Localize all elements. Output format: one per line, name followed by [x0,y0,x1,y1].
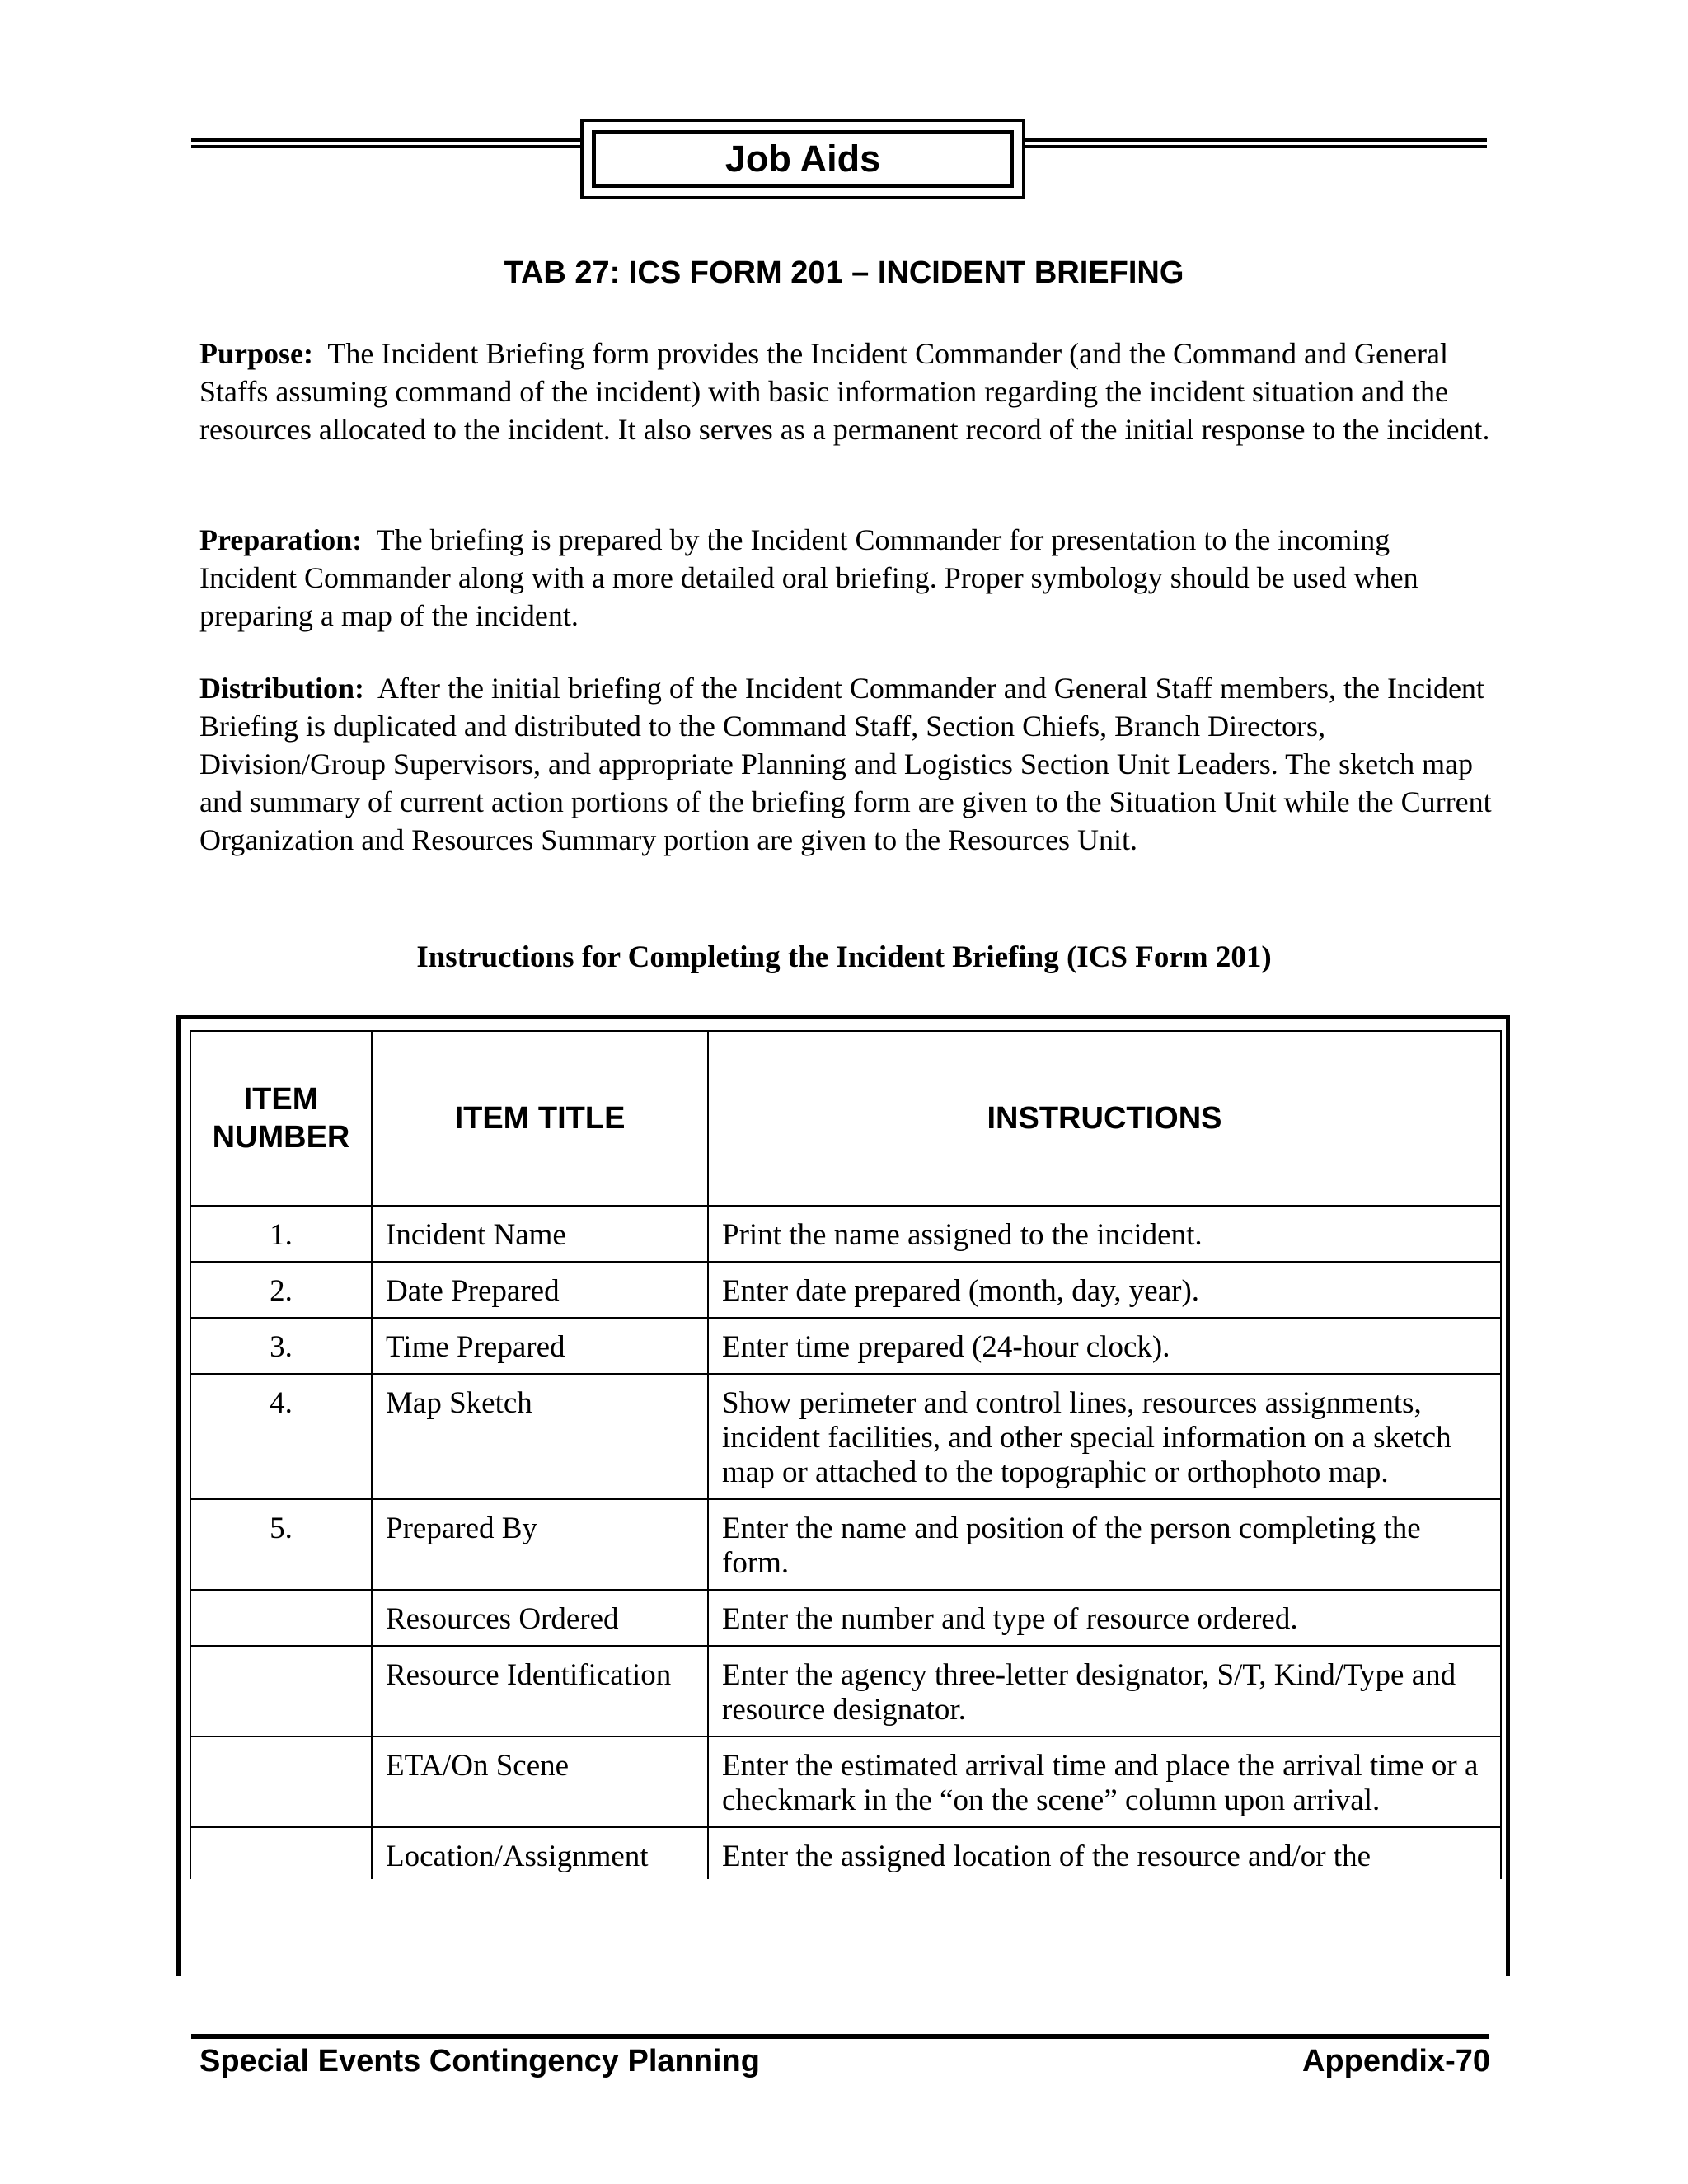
row-title: Prepared By [372,1499,708,1590]
row-title: Resources Ordered [372,1590,708,1646]
row-instructions: Enter the assigned location of the resource and/or the [708,1827,1501,1879]
row-title: Map Sketch [372,1374,708,1499]
table-row [190,1318,1501,1374]
purpose-text: The Incident Briefing form provides the Incident Commander (and the Command and General Staffs assuming command of the incident) with basic information regarding the incident situation and the resources allocated to the incident. It also serves as a permanent record of the initial response to the incident. [199,337,1490,446]
row-instructions: Print the name assigned to the incident. [708,1206,1501,1262]
table-row [190,1827,1501,1879]
instructions-table [190,1030,1502,1879]
header-rule-left [191,138,587,148]
distribution-paragraph [199,669,1493,859]
table-row [190,1646,1501,1736]
row-instructions: Enter time prepared (24-hour clock). [708,1318,1501,1374]
table-row [190,1206,1501,1262]
job-aids-banner [580,119,1025,199]
row-instructions: Enter the name and position of the person completing the form. [708,1499,1501,1590]
page-title: TAB 27: ICS FORM 201 – INCIDENT BRIEFING [504,255,1184,290]
footer-rule [191,2034,1489,2039]
row-number: 3. [190,1318,372,1374]
row-number [190,1827,372,1879]
row-instructions: Enter the number and type of resource ordered. [708,1590,1501,1646]
row-title: Incident Name [372,1206,708,1262]
table-row [190,1499,1501,1590]
purpose-label: Purpose: [199,337,313,370]
header-instructions: INSTRUCTIONS [708,1031,1501,1206]
row-number [190,1736,372,1827]
purpose-paragraph [199,335,1493,448]
row-title: Resource Identification [372,1646,708,1736]
header-item-number: ITEM NUMBER [190,1031,372,1206]
table-row [190,1590,1501,1646]
footer-document-title: Special Events Contingency Planning [199,2044,760,2079]
footer-page-number: Appendix-70 [1301,2044,1490,2079]
preparation-text: The briefing is prepared by the Incident Commander for presentation to the incoming Incident Commander along with a more detailed oral briefing. Proper symbology should be used when preparing a map of the incident. [199,523,1418,632]
preparation-label: Preparation: [199,523,363,556]
header-rule-right [1019,138,1487,148]
row-title: Location/Assignment [372,1827,708,1879]
row-title: ETA/On Scene [372,1736,708,1827]
row-number [190,1646,372,1736]
row-instructions: Enter date prepared (month, day, year). [708,1262,1501,1318]
table-row [190,1374,1501,1499]
table-header-row [190,1031,1501,1206]
table-row [190,1736,1501,1827]
header-item-title: ITEM TITLE [372,1031,708,1206]
instructions-heading: Instructions for Completing the Incident Briefing (ICS Form 201) [416,940,1272,974]
row-number: 4. [190,1374,372,1499]
distribution-label: Distribution: [199,672,365,705]
job-aids-label: Job Aids [592,130,1014,188]
preparation-paragraph [199,521,1493,635]
row-title: Time Prepared [372,1318,708,1374]
row-title: Date Prepared [372,1262,708,1318]
row-number: 1. [190,1206,372,1262]
row-instructions: Enter the agency three-letter designator, S/T, Kind/Type and resource designator. [708,1646,1501,1736]
row-number [190,1590,372,1646]
row-instructions: Show perimeter and control lines, resources assignments, incident facilities, and other special information on a sketch map or attached to the topographic or orthophoto map. [708,1374,1501,1499]
table-row [190,1262,1501,1318]
row-instructions: Enter the estimated arrival time and place the arrival time or a checkmark in the “on the scene” column upon arrival. [708,1736,1501,1827]
distribution-text: After the initial briefing of the Incident Commander and General Staff members, the Incident Briefing is duplicated and distributed to the Command Staff, Section Chiefs, Branch Directors, Division/Group Supervisors, and appropriate Planning and Logistics Section Unit Leaders. The sketch map and summary of current action portions of the briefing form are given to the Situation Unit while the Current Organization and Resources Summary portion are given to the Resources Unit. [199,672,1492,856]
row-number: 2. [190,1262,372,1318]
row-number: 5. [190,1499,372,1590]
